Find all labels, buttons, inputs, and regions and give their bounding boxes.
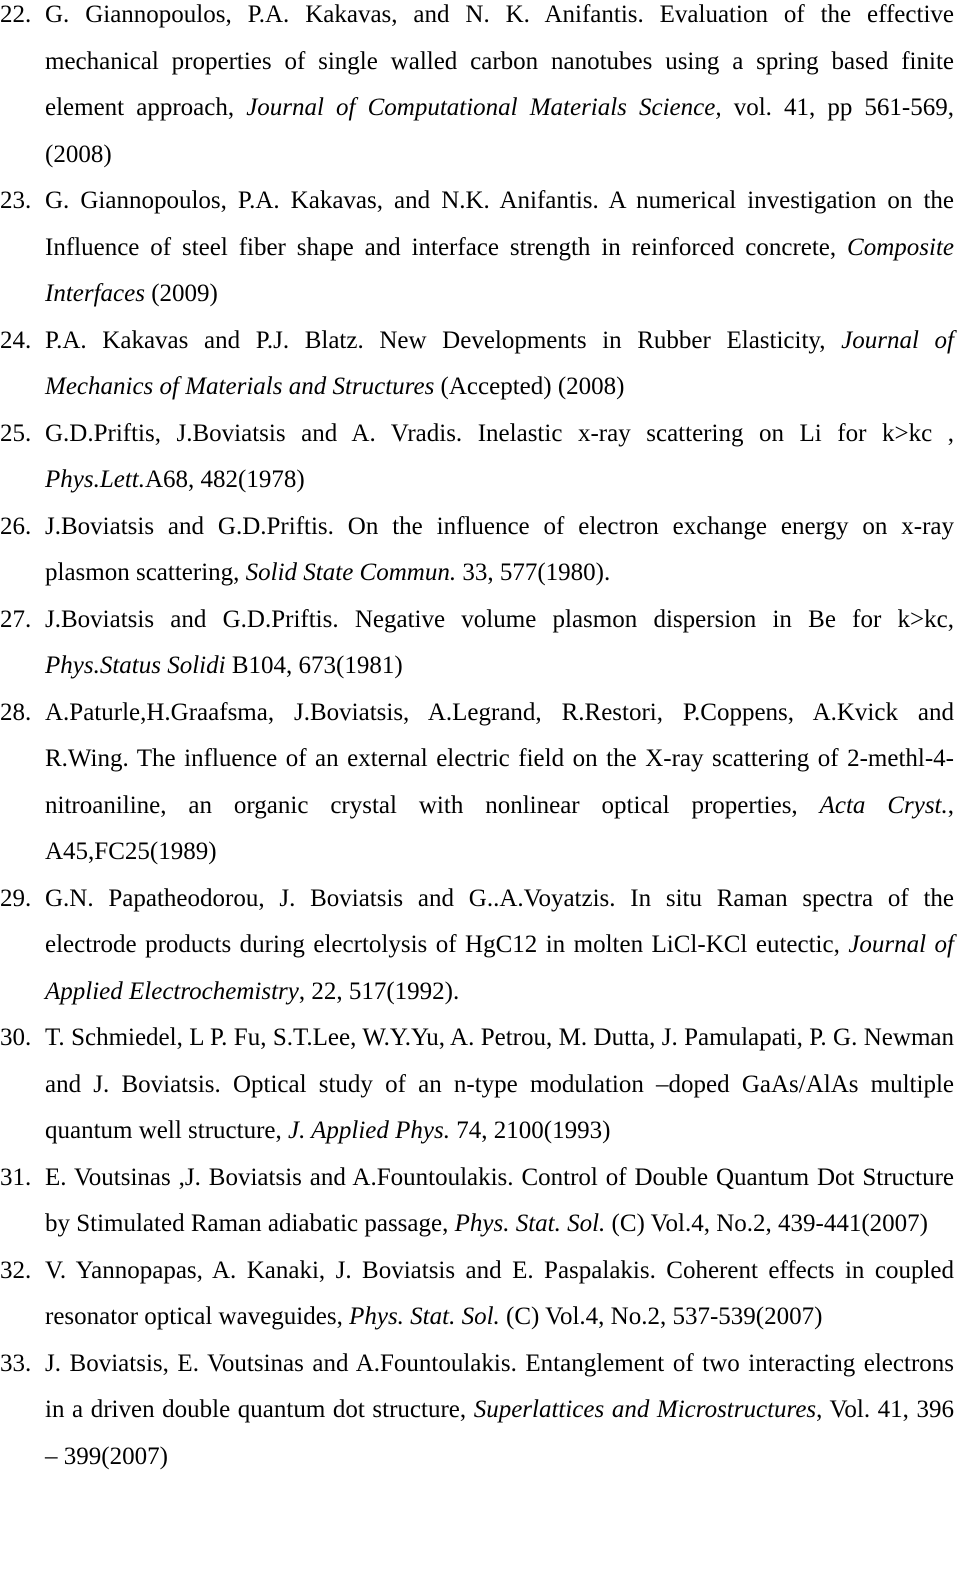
reference-details: 33, 577(1980). [456,559,611,586]
reference-number: 30. [0,1024,32,1051]
reference-authors: T. Schmiedel, L P. Fu, S.T.Lee, W.Y.Yu, A. Petrou, M. Dutta, J. Pamulapati, P. G. Newman and J. Boviatsis. [45,1024,954,1098]
reference-22 [0,0,960,178]
reference-title: Inelastic x-ray scattering on Li for k>kc , [462,419,954,447]
reference-venue: Phys.Lett. [45,466,145,493]
reference-33 [0,1341,960,1481]
reference-number: 22. [0,1,32,28]
reference-number: 32. [0,1256,32,1284]
reference-details: (Accepted) (2008) [434,373,625,400]
reference-details: , Vol. 41, 396 – 399(2007) [45,1396,954,1470]
reference-number: 29. [0,884,32,912]
reference-authors: E. Voutsinas ,J. Boviatsis and A.Fountoulakis. [45,1163,514,1191]
reference-details: B104, 673(1981) [225,652,403,679]
reference-venue: Solid State Commun. [245,559,457,586]
reference-number: 27. [0,605,32,633]
reference-authors: P.A. Kakavas and P.J. Blatz. [45,326,364,354]
reference-authors: G.D.Priftis, J.Boviatsis and A. Vradis. [45,419,463,447]
reference-number: 31. [0,1163,32,1191]
reference-number: 26. [0,512,32,540]
reference-number: 24. [0,326,32,354]
reference-title: On the influence of electron exchange energy on x-ray plasmon scattering, [45,512,954,586]
reference-29 [0,876,960,1016]
reference-authors: G.N. Papatheodorou, J. Boviatsis and G..A.Voyatzis. [45,884,616,912]
reference-number: 25. [0,419,32,447]
reference-title: Control of Double Quantum Dot Structure by Stimulated Raman adiabatic passage, [45,1163,955,1237]
reference-details: A68, 482(1978) [145,466,305,493]
reference-venue: Acta Cryst. [819,791,948,819]
reference-venue: Journal of Applied Electrochemistry [45,931,955,1005]
reference-26 [0,504,960,597]
reference-venue: Phys.Status Solidi [45,652,226,679]
reference-details: (C) Vol.4, No.2, 439-441(2007) [605,1210,928,1237]
reference-23 [0,178,960,318]
reference-venue: Journal of Mechanics of Materials and Structures [45,326,954,400]
reference-authors: J. Boviatsis, E. Voutsinas and A.Fountoulakis. [45,1349,517,1377]
reference-title: Coherent effects in coupled resonator optical waveguides, [45,1256,954,1330]
reference-venue: Phys. Stat. Sol. [349,1303,500,1330]
reference-details: vol. 41, pp 561-569, (2008) [45,94,954,168]
reference-venue: Journal of Computational Materials Science, [246,94,722,121]
reference-venue: Composite Interfaces [45,233,954,307]
reference-title: Negative volume plasmon dispersion in Be for k>kc, [338,605,954,633]
reference-authors: G. Giannopoulos, P.A. Kakavas, and N. K. Anifantis. [45,1,644,28]
reference-authors: J.Boviatsis and G.D.Priftis. [45,605,339,633]
reference-title: A numerical investigation on the Influence of steel fiber shape and interface strength in reinforced concrete, [45,187,954,261]
reference-28 [0,690,960,876]
reference-number: 33. [0,1349,32,1377]
reference-title: The influence of an external electric field on the X-ray scattering of 2-methl-4- nitroaniline, an organic crystal with nonlinear optical properties, [45,745,954,819]
reference-title: In situ Raman spectra of the electrode products during elecrtolysis of HgC12 in molten LiCl-KCl eutectic, [45,884,955,958]
reference-authors: V. Yannopapas, A. Kanaki, J. Boviatsis and E. Paspalakis. [45,1256,656,1284]
reference-details: (2009) [144,280,218,307]
reference-details: 74, 2100(1993) [450,1117,611,1144]
reference-31 [0,1155,960,1248]
reference-venue: Superlattices and Microstructures [473,1396,817,1423]
reference-authors: J.Boviatsis and G.D.Priftis. [45,512,334,540]
reference-number: 23. [0,187,32,214]
reference-details: , 22, 517(1992). [298,977,460,1005]
reference-title: Entanglement of two interacting electrons in a driven double quantum dot structure, [45,1349,954,1423]
reference-30 [0,1015,960,1155]
reference-authors: A.Paturle,H.Graafsma, J.Boviatsis, A.Legrand, R.Restori, P.Coppens, A.Kvick and R.Wing. [45,698,954,772]
reference-title: Optical study of an n-type modulation –doped GaAs/AlAs multiple quantum well structure, [45,1070,954,1144]
reference-title: Evaluation of the effective mechanical properties of single walled carbon nanotubes using a spring based finite element approach, [45,1,954,121]
reference-venue: J. Applied Phys. [288,1117,450,1144]
reference-details: (C) Vol.4, No.2, 537-539(2007) [499,1303,823,1330]
reference-authors: G. Giannopoulos, P.A. Kakavas, and N.K. Anifantis. [45,187,599,214]
reference-32 [0,1248,960,1341]
reference-venue: Phys. Stat. Sol. [454,1210,606,1237]
reference-title: New Developments in Rubber Elasticity, [363,326,842,354]
reference-25 [0,411,960,504]
reference-24 [0,318,960,411]
reference-details: , A45,FC25(1989) [45,791,954,865]
reference-27 [0,597,960,690]
reference-number: 28. [0,698,32,726]
